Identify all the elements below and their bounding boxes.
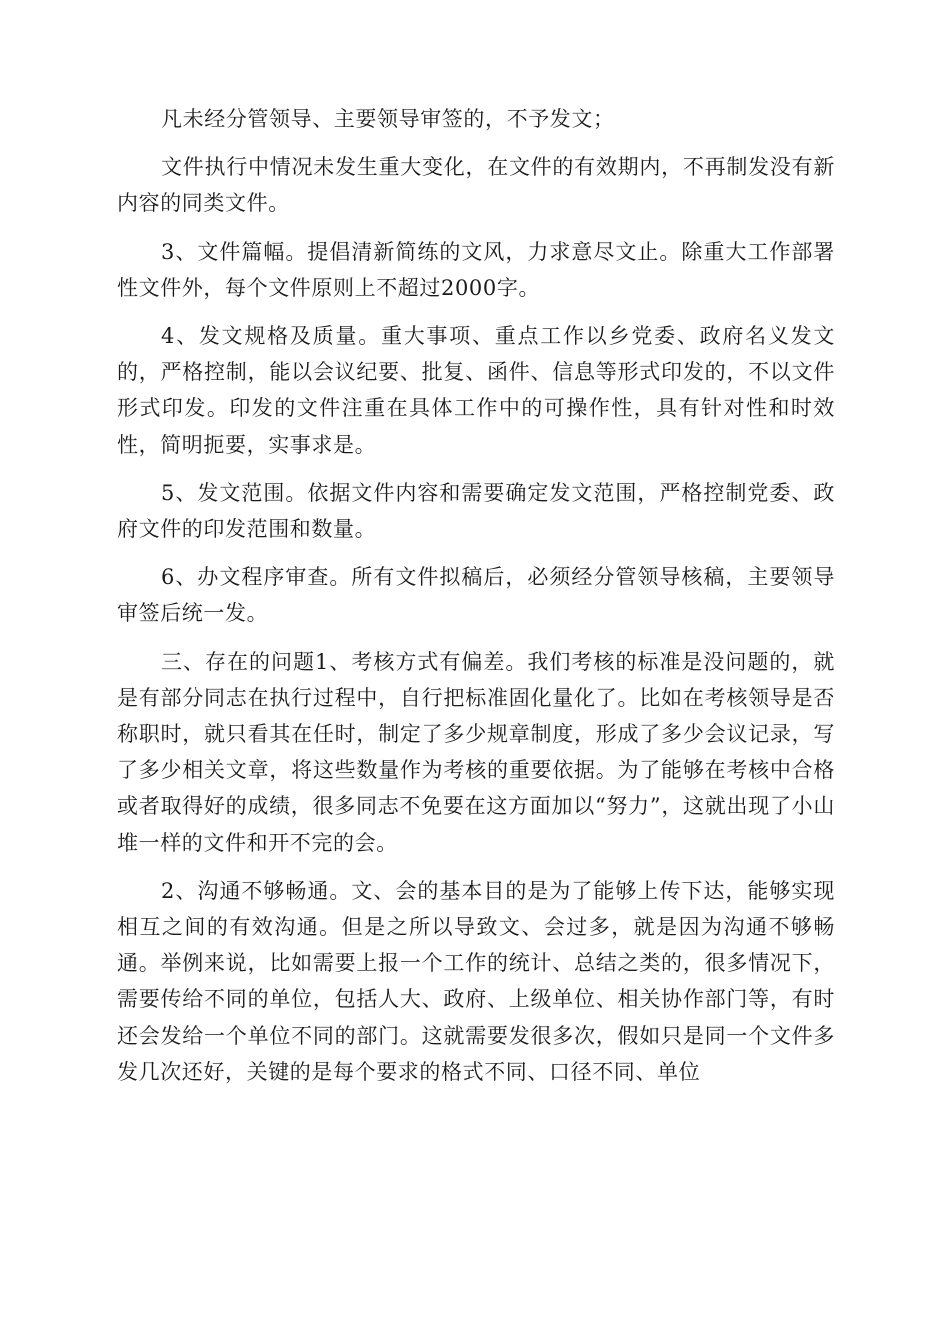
paragraph-1: 凡未经分管领导、主要领导审签的，不予发文； [161, 107, 615, 131]
paragraph-8: 2、沟通不够畅通。文、会的基本目的是为了能够上传下达，能够实现相互之间的有效沟通。但是之所以导致文、会过多，就是因为沟通不够畅通。举例来说，比如需要上报一个工作的统计、总结之类的，很多情况下，需要传给不同的单位，包括人大、政府、上级单位、相关协作部门等，有时还会发给一个单位不同的部门。这就需要发很多次，假如只是同一个文件多发几次还好，关键的是每个要求的格式不同、口径不同、单位 [117, 878, 835, 1084]
document-body [117, 101, 835, 1102]
paragraph-3: 3、文件篇幅。提倡清新简练的文风，力求意尽文止。除重大工作部署性文件外，每个文件原则上不超过2000字。 [117, 239, 835, 300]
paragraph-2: 文件执行中情况未发生重大变化，在文件的有效期内，不再制发没有新内容的同类文件。 [117, 155, 835, 216]
paragraph-5: 5、发文范围。依据文件内容和需要确定发文范围，严格控制党委、政府文件的印发范围和数量。 [117, 480, 835, 542]
paragraph-7: 三、存在的问题1、考核方式有偏差。我们考核的标准是没问题的，就是有部分同志在执行过程中，自行把标准固化量化了。比如在考核领导是否称职时，就只看其在任时，制定了多少规章制度，形成了多少会议记录，写了多少相关文章，将这些数量作为考核的重要依据。为了能够在考核中合格或者取得好的成绩，很多同志不免要在这方面加以“努力”，这就出现了小山堆一样的文件和开不完的会。 [117, 649, 835, 855]
paragraph-4: 4、发文规格及质量。重大事项、重点工作以乡党委、政府名义发文的，严格控制，能以会议纪要、批复、函件、信息等形式印发的，不以文件形式印发。印发的文件注重在具体工作中的可操作性，具有针对性和时效性，简明扼要，实事求是。 [117, 324, 835, 457]
paragraph-6: 6、办文程序审查。所有文件拟稿后，必须经分管领导核稿，主要领导审签后统一发。 [117, 565, 835, 626]
